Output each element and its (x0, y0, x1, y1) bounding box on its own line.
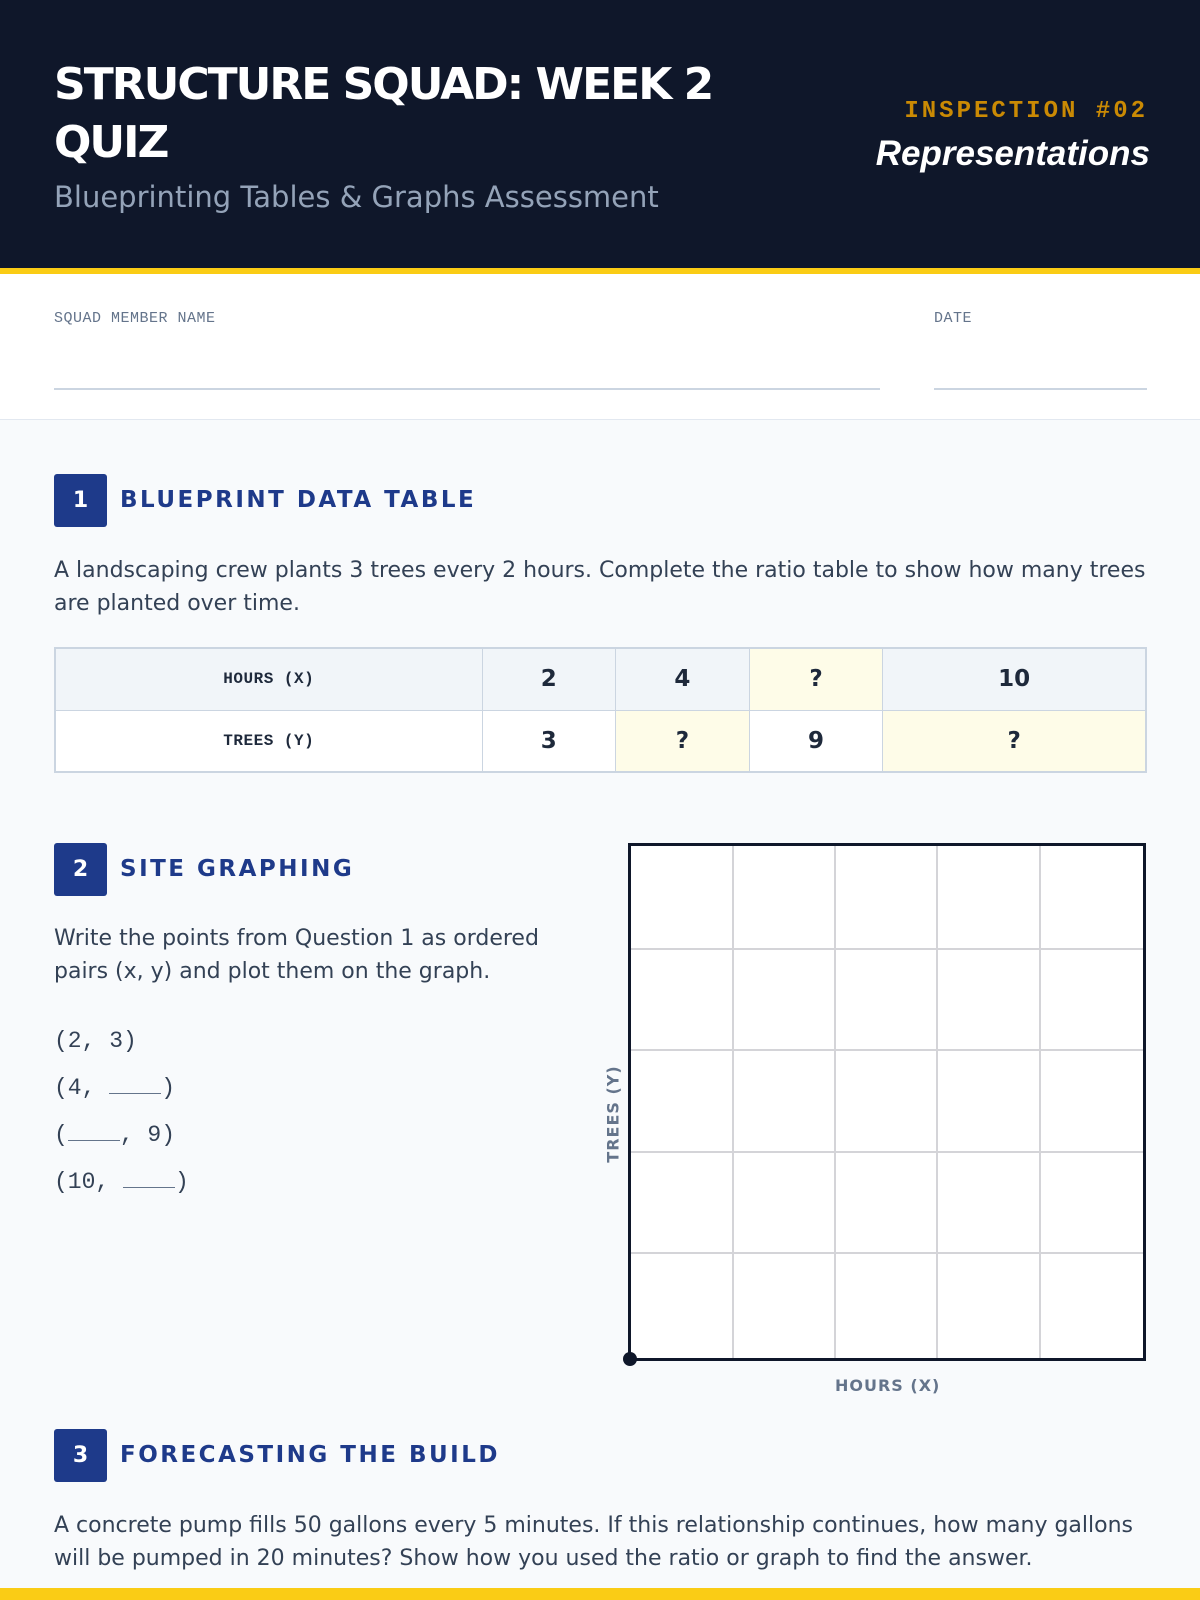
pair-3-close: , 9) (119, 1122, 176, 1148)
inspection-number: INSPECTION #02 (904, 98, 1148, 125)
hours-cell-1: 2 (482, 648, 616, 710)
hours-cell-4: 10 (883, 648, 1146, 710)
row-label-hours: HOURS (X) (55, 648, 482, 710)
row-label-trees: TREES (Y) (55, 710, 482, 772)
date-field-line[interactable] (934, 388, 1147, 390)
quiz-topic: Representations (875, 134, 1150, 173)
hours-cell-3-blank[interactable]: ? (749, 648, 883, 710)
grid-line-v2 (834, 846, 836, 1358)
name-field-label: SQUAD MEMBER NAME (54, 310, 216, 327)
table-row-trees (55, 710, 1146, 772)
question-3-badge: 3 (54, 1429, 107, 1482)
pair-2-blank[interactable] (109, 1080, 161, 1094)
trees-cell-2-blank[interactable]: ? (616, 710, 750, 772)
ratio-table (54, 647, 1147, 773)
quiz-subtitle: Blueprinting Tables & Graphs Assessment (54, 180, 659, 214)
quiz-header (0, 0, 1200, 274)
ordered-pair-2 (54, 1075, 189, 1122)
pair-3-blank[interactable] (68, 1127, 120, 1141)
trees-cell-4-blank[interactable]: ? (883, 710, 1146, 772)
ordered-pair-1 (54, 1028, 189, 1075)
ordered-pairs-list (54, 1028, 189, 1216)
pair-3-open: ( (54, 1122, 68, 1148)
pair-2-open: (4, (54, 1075, 110, 1101)
hours-cell-2: 4 (616, 648, 750, 710)
grid-line-v1 (732, 846, 734, 1358)
grid-line-h3 (631, 1151, 1143, 1153)
question-1-badge: 1 (54, 474, 107, 527)
question-1-text: A landscaping crew plants 3 trees every 2 hours. Complete the ratio table to show how many trees are planted over time. (54, 558, 1146, 616)
pair-1-text: (2, 3) (54, 1028, 137, 1054)
question-1-title: BLUEPRINT DATA TABLE (120, 487, 477, 513)
trees-cell-1: 3 (482, 710, 616, 772)
grid-line-v3 (936, 846, 938, 1358)
name-field-line[interactable] (54, 388, 880, 390)
grid-line-h2 (631, 1049, 1143, 1051)
pair-4-blank[interactable] (123, 1174, 175, 1188)
question-2-text: Write the points from Question 1 as ordered pairs (x, y) and plot them on the graph. (54, 926, 539, 984)
x-axis-label: HOURS (X) (835, 1376, 941, 1395)
trees-cell-3: 9 (749, 710, 883, 772)
student-info-bar (0, 274, 1200, 420)
quiz-title: STRUCTURE SQUAD: WEEK 2 QUIZ (54, 59, 713, 168)
question-3-title: FORECASTING THE BUILD (120, 1442, 500, 1468)
pair-4-open: (10, (54, 1169, 124, 1195)
y-axis-label: TREES (Y) (603, 1065, 623, 1163)
grid-line-v4 (1039, 846, 1041, 1358)
pair-2-close: ) (161, 1075, 176, 1101)
origin-point (623, 1352, 637, 1366)
question-3-text: A concrete pump fills 50 gallons every 5 minutes. If this relationship continues, how many gallons will be pumped in 20 minutes? Show how you used the ratio or graph to find the answer. (54, 1513, 1133, 1571)
coordinate-grid[interactable] (628, 843, 1146, 1361)
pair-4-close: ) (175, 1169, 189, 1195)
ordered-pair-3 (54, 1122, 189, 1169)
question-2-badge: 2 (54, 843, 107, 896)
ordered-pair-4 (54, 1169, 189, 1216)
grid-line-h4 (631, 1252, 1143, 1254)
footer-accent-bar (0, 1588, 1200, 1600)
question-2-title: SITE GRAPHING (120, 856, 355, 882)
grid-line-h1 (631, 948, 1143, 950)
table-row-hours (55, 648, 1146, 710)
date-field-label: DATE (934, 310, 973, 327)
